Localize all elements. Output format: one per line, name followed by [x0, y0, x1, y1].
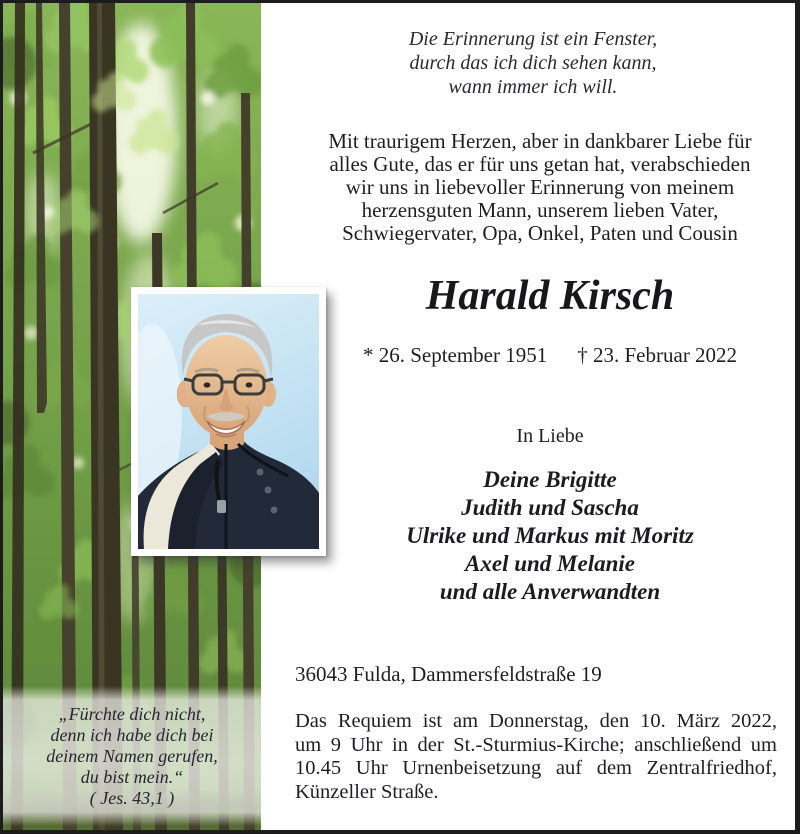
service-info-line: um 9 Uhr in der St.-Sturmius-Kirche; anschließend um	[295, 733, 777, 756]
family-names	[320, 466, 780, 606]
memorial-quote-line: wann immer ich will.	[448, 76, 618, 98]
memorial-quote-line: Die Erinnerung ist ein Fenster,	[408, 28, 658, 50]
portrait-photo	[131, 287, 326, 556]
portrait-illustration	[138, 294, 319, 549]
opening-text-line: herzensguten Mann, unserem lieben Vater,	[361, 198, 719, 222]
bible-quote-line: „Fürchte dich nicht,	[58, 704, 206, 724]
family-name-line: Deine Brigitte	[483, 467, 617, 492]
bible-quote-panel	[3, 686, 261, 826]
family-name-line: Judith und Sascha	[461, 495, 639, 520]
opening-text-line: Mit traurigem Herzen, aber in dankbarer Liebe für	[328, 129, 752, 153]
memorial-quote	[283, 27, 783, 99]
opening-text-line: alles Gute, das er für uns getan hat, verabschieden	[329, 152, 751, 176]
service-info-line: Künzeller Straße.	[295, 780, 439, 803]
service-info-line: Das Requiem ist am Donnerstag, den 10. März 2022,	[295, 710, 777, 732]
life-dates	[320, 343, 780, 367]
bible-quote-line: du bist mein.“	[80, 767, 184, 787]
deceased-name: Harald Kirsch	[425, 273, 675, 319]
bible-quote-line: deinem Namen gerufen,	[46, 746, 218, 766]
bible-quote-line: denn ich habe dich bei	[50, 725, 214, 745]
service-info	[295, 710, 777, 804]
family-name-line: Axel und Melanie	[465, 551, 635, 576]
service-info-line: 10.45 Uhr Urnenbeisetzung auf dem Zentralfriedhof,	[295, 757, 777, 779]
memorial-quote-line: durch das ich dich sehen kann,	[409, 52, 657, 74]
birth-date: * 26. September 1951	[362, 343, 548, 367]
address-line: 36043 Fulda, Dammersfeldstraße 19	[295, 662, 602, 686]
death-date: † 23. Februar 2022	[577, 343, 738, 367]
opening-text-line: Schwiegervater, Opa, Onkel, Paten und Cousin	[342, 221, 738, 245]
opening-text	[290, 130, 790, 245]
family-name-line: Ulrike und Markus mit Moritz	[406, 523, 694, 548]
farewell-salutation: In Liebe	[516, 425, 584, 447]
opening-text-line: wir uns in liebevoller Erinnerung von meinem	[345, 175, 735, 199]
bible-quote-reference: ( Jes. 43,1 )	[89, 788, 175, 808]
family-name-line: und alle Anverwandten	[439, 579, 661, 604]
